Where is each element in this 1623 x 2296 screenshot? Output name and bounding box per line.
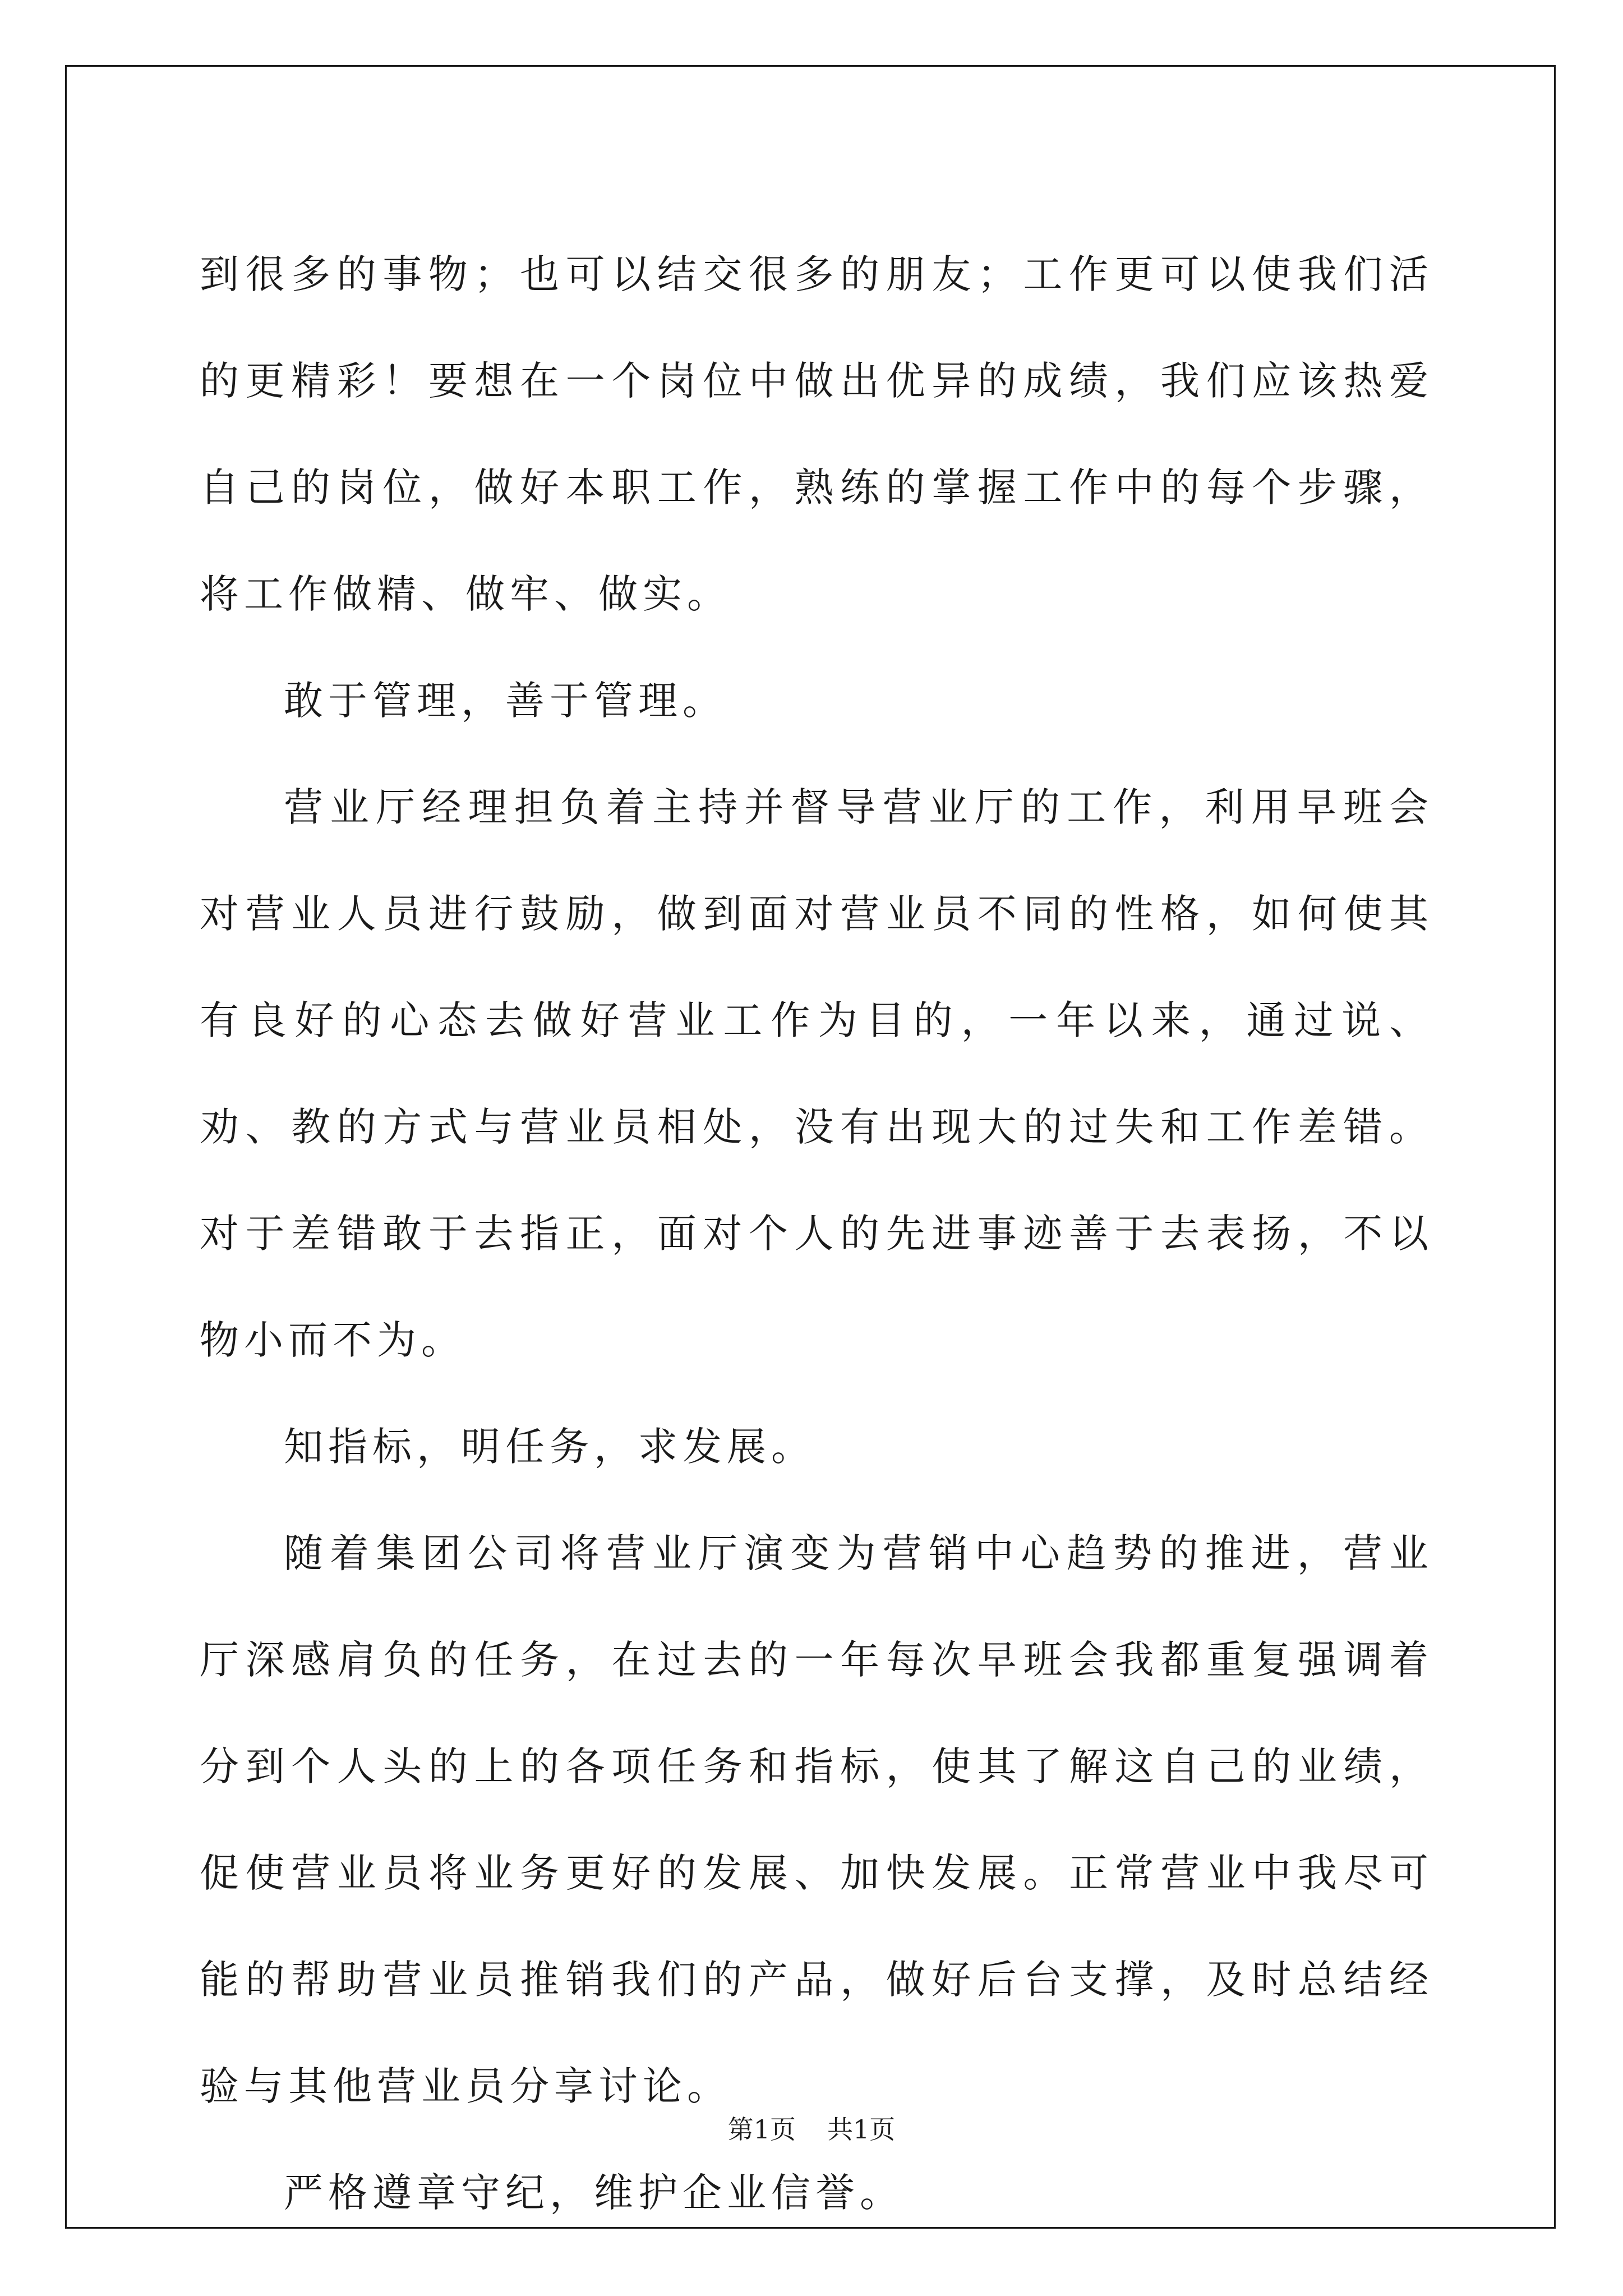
page-number-total: 共1页 xyxy=(827,2114,896,2145)
paragraph-4-heading: 知指标，明任务，求发展。 xyxy=(284,1424,815,1470)
paragraph-3: 营业厅经理担负着主持并督导营业厅的工作，利用早班会对营业人员进行鼓励，做到面对营业员不同的性格，如何使其有良好的心态去做好营业工作为目的，一年以来，通过说、劝、教的方式与营业员相处，没有出现大的过失和工作差错。对于差错敢于去指正，面对个人的先进事迹善于去表扬，不以物小而不为。 xyxy=(200,784,1433,1363)
paragraph-1: 到很多的事物；也可以结交很多的朋友；工作更可以使我们活的更精彩！要想在一个岗位中做出优异的成绩，我们应该热爱自己的岗位，做好本职工作，熟练的掌握工作中的每个步骤，将工作做精、做牢、做实。 xyxy=(200,251,1433,617)
page-number-current: 第1页 xyxy=(727,2114,796,2145)
paragraph-2-heading: 敢于管理，善于管理。 xyxy=(284,678,727,724)
paragraph-6-heading: 严格遵章守纪，维护企业信誉。 xyxy=(284,2170,904,2216)
paragraph-5: 随着集团公司将营业厅演变为营销中心趋势的推进，营业厅深感肩负的任务，在过去的一年每次早班会我都重复强调着分到个人头的上的各项任务和指标，使其了解这自己的业绩，促使营业员将业务更好的发展、加快发展。正常营业中我尽可能的帮助营业员推销我们的产品，做好后台支撑，及时总结经验与其他营业员分享讨论。 xyxy=(200,1530,1433,2109)
page-footer xyxy=(0,2113,1623,2146)
document-body xyxy=(200,221,1433,2246)
